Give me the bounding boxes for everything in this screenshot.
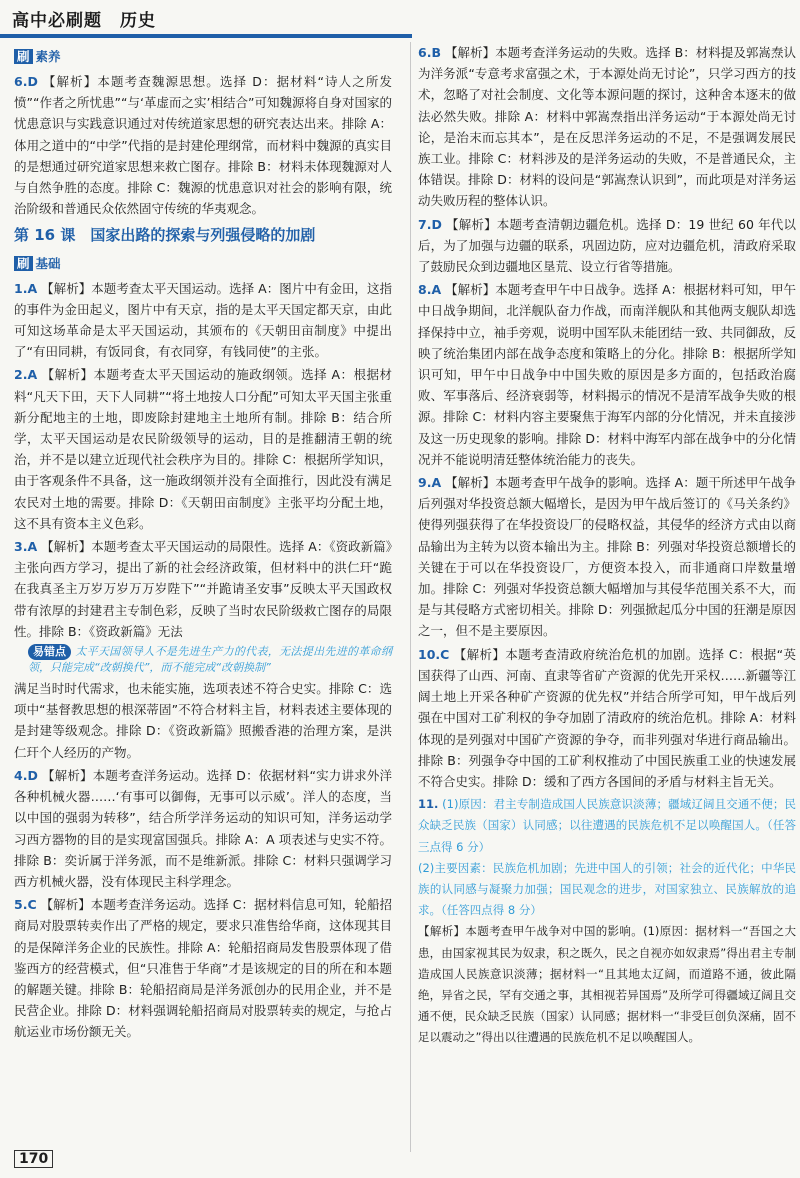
answer-number: 6.B [418, 45, 441, 60]
answer-text: 【解析】本题考查洋务运动的失败。选择 B：材料提及郭嵩焘认为洋务派“专意考求富强之术，于本源处尚无讨论”，只学习西方的技术，忽略了对社会制度、文化等本源问题的探讨，这种舍本逐末的做法必然失败。排除 A：材料中郭嵩焘指出洋务运动“于本源处尚无讨论，是治末而忘其本”，是在反思洋务运动的不足，不是强调发展民族工业。排除 C：材料涉及的是洋务运动的失败，不是普通民众，主体错误。排除 D：材料的设问是“郭嵩焘认识到”，而此项是对洋务运动失败历程的整体认识。 [418, 45, 796, 209]
answer-item [14, 278, 392, 363]
page-number: 170 [14, 1150, 53, 1168]
lesson-title: 第 16 课 国家出路的探索与列强侵略的加剧 [14, 226, 316, 245]
answer-text-continued: 满足当时时代需求，也未能实施，选项表述不符合史实。排除 C：选项中“基督教思想的根深蒂固”不符合材料主旨，材料表述主要体现的是封建等级观念。排除 D：《资政新篇》照搬香港的治理方案，是洪仁玕个人经历的产物。 [14, 681, 392, 760]
answer-text: 【解析】本题考查甲午战争的影响。选择 A：题干所述甲午战争后列强对华投资总额大幅增长，是因为甲午战后签订的《马关条约》使得列强获得了在华投资设厂的侵略权益，其侵华的经济方式由以商品输出为主转为以资本输出为主。排除 B：列强对华投资总额增长的关键在于可以在华投资设厂，方便资本投入，而非通商口岸数量增加。排除 C：列强对华投资总额大幅增加与其侵华范围关系不大，而是与其侵略方式密切相关。排除 D：列强掀起瓜分中国的狂潮是原因之一，但不是主要原因。 [418, 475, 796, 639]
answer-number: 6.D [14, 74, 38, 89]
answer-item [418, 42, 796, 212]
page-header [0, 0, 800, 42]
answer-text: 【解析】本题考查太平天国运动的施政纲领。选择 A：根据材料“凡天下田，天下人同耕”“将土地按人口分配”可知太平天国主张重新分配地主的土地，即废除封建地主土地所有制。排除 B：结合所学，太平天国运动是农民阶级领导的运动，目的是推翻清王朝的统治，并不是以建立近现代社会秩序为目的。排除 C：根据所学知识，由于客观条件不具备，这一施政纲领并没有全面推行，因此没有满足农民对土地的需要。排除 D：《天朝田亩制度》主张平均分配土地，这不具有资本主义色彩。 [14, 367, 392, 531]
shua-badge: 刷 [14, 256, 33, 271]
left-column [14, 42, 392, 1045]
answer-item [418, 279, 796, 470]
answer-number: 4.D [14, 767, 38, 783]
answer-text: 【解析】本题考查洋务运动。选择 C：据材料信息可知，轮船招商局对股票转卖作出了严格的规定，要求只准售给华商，这体现其目的是保障洋务企业的民族性。排除 A：轮船招商局发售股票体现了借鉴西方的经营模式，但“只准售于华商”才是该规定的目的所在和本题的解题关键。排除 B：轮船招商局是洋务派创办的民用企业，并不是民营企业。排除 D：材料强调轮船招商局对股票转卖的规定，与抢占航运业市场份额无关。 [14, 897, 392, 1040]
answer-item [418, 472, 796, 642]
answer-number: 5.C [14, 897, 37, 913]
error-note-badge: 易错点 [28, 644, 71, 660]
answer-number: 10.C [418, 646, 450, 662]
answer-part-1: (1)原因：君主专制造成国人民族意识淡薄；疆域辽阔且交通不便；民众缺乏民族（国家）认同感；以往遭遇的民族危机不足以唤醒国人。（任答三点得 6 分） [418, 797, 796, 854]
error-note-text: 太平天国领导人不是先进生产力的代表，无法提出先进的革命纲领，只能完成“改朝换代”，而不能完成“改朝换制” [28, 645, 392, 675]
shua-badge: 刷 [14, 49, 33, 64]
answer-item [14, 71, 392, 219]
answer-item [418, 214, 796, 278]
answer-item [14, 364, 392, 534]
answer-text: 【解析】本题考查太平天国运动的局限性。选择 A：《资政新篇》主张向西方学习，提出了新的社会经济政策，但材料中的洪仁玕“跪在我真圣主万岁万岁万万岁陛下”“并跪请圣安事”反映太平天国政权带有浓厚的封建君主专制色彩，反映了当时农民阶级救亡图存的局限性。排除 B：《资政新篇》无法 [14, 539, 392, 639]
header-rule [0, 34, 412, 38]
section-label: 素养 [35, 49, 61, 64]
answer-item [14, 536, 392, 763]
answer-text: 【解析】本题考查魏源思想。选择 D：据材料“诗人之所发愤”“作者之所忧患”“与‘革虚而之实’相结合”可知魏源将自身对国家的忧患意识与实践意识通过对传统道家思想的研究表达出来。排除 A：体用之道中的“中学”代指的是封建伦理纲常，而材料中魏源的真实目的是想通过研究道家思想来救亡图存。排除 B：材料未体现魏源对人与自然争胜的态度。排除 C：魏源的忧患意识对社会的影响有限，统治阶级和普通民众依然固守传统的华夷观念。 [14, 74, 392, 217]
answer-number: 2.A [14, 367, 38, 383]
answer-text: 【解析】本题考查洋务运动。选择 D：依据材料“实力讲求外洋各种机械火器……‘有事可以御侮，无事可以示威’。洋人的态度，当以中国的强弱为转移”，结合所学洋务运动的知识可知，洋务运动学习西方器物的目的是实现富国强兵。排除 A：A 项表述与史实不符。排除 B：奕䜣属于洋务派，而不是维新派。排除 C：材料只强调学习西方机械火器，没有体现民主科学理念。 [14, 767, 392, 889]
section-jichu [14, 253, 392, 275]
answer-number: 9.A [418, 475, 442, 491]
answer-item [418, 794, 796, 1048]
answer-number: 11. [418, 797, 439, 812]
section-suyang [14, 46, 392, 68]
answer-analysis: 【解析】本题考查甲午战争对中国的影响。(1)原因：据材料一“吾国之大患，由国家视其民为奴隶，积之既久，民之自视亦如奴隶焉”得出君主专制造成国人民族意识淡薄；据材料一“且其地太辽阔，而道路不通，彼此隔绝，异省之民，罕有交通之事，其相视若异国焉”及所学可得疆域辽阔且交通不便，民众缺乏民族（国家）认同感；据材料一“非受巨创负深痛，固不足以震动之”得出以往遭遇的民族危机不足以唤醒国人。 [418, 924, 796, 1045]
right-column [418, 42, 796, 1051]
answer-number: 8.A [418, 282, 442, 298]
answer-text: 【解析】本题考查清朝边疆危机。选择 D：19 世纪 60 年代以后，为了加强与边疆的联系，巩固边防，应对边疆危机，清政府采取了鼓励民众到边疆地区垦荒、设立行省等措施。 [418, 216, 796, 275]
answer-part-2: (2)主要因素：民族危机加剧；先进中国人的引领；社会的近代化；中华民族的认同感与凝聚力加强；国民观念的进步，对国家独立、民族解放的追求。（任答四点得 8 分） [418, 860, 796, 918]
answer-text: 【解析】本题考查太平天国运动。选择 A：图片中有金田，这指的事件为金田起义，图片中有天京，指的是太平天国定都天京，由此可知这场革命是太平天国运动，其颁布的《天朝田亩制度》中提出了“有田同耕，有饭同食，有衣同穿，有钱同使”的主张。 [14, 280, 392, 360]
answer-item [14, 765, 392, 892]
answer-number: 3.A [14, 539, 38, 555]
book-title: 高中必刷题 历史 [12, 11, 156, 31]
answer-number: 1.A [14, 280, 38, 296]
answer-number: 7.D [418, 216, 442, 232]
column-divider [410, 42, 411, 1152]
answer-text: 【解析】本题考查甲午中日战争。选择 A：根据材料可知，甲午中日战争期间，北洋舰队奋力作战，而南洋舰队和其他两支舰队却选择保持中立，袖手旁观，说明中国军队未能团结一致、共同御敌，反映了统治集团内部在战争态度和策略上的分化。排除 B：根据所学知识可知，甲午中日战争中中国失败的原因是多方面的，包括政治腐败、军事落后、经济衰弱等，材料揭示的情况不是清军战争失败的根源。排除 C：材料内容主要聚焦于海军内部的分化情况，并未直接涉及这一历史现象的影响。排除 D：材料中海军内部在战争中的分化情况并不能说明清廷整体统治能力的丧失。 [418, 282, 796, 467]
answer-item [418, 644, 796, 792]
answer-text: 【解析】本题考查清政府统治危机的加剧。选择 C：根据“英国获得了山西、河南、直隶等省矿产资源的优先开采权……新疆等江阔土地上开采各种矿产资源的优先权”并结合所学可知，甲午战后列强在中国对工矿利权的争夺加剧了清政府的统治危机。排除 A：材料体现的是列强对中国矿产资源的争夺，而非列强对华进行商品输出。排除 B：列强争夺中国的工矿利权推动了中国民族重工业的快速发展不符合史实。排除 D：缓和了西方各国间的矛盾与材料主旨无关。 [418, 646, 796, 789]
section-label: 基础 [35, 255, 61, 271]
answer-item [14, 894, 392, 1042]
error-note [28, 644, 392, 676]
